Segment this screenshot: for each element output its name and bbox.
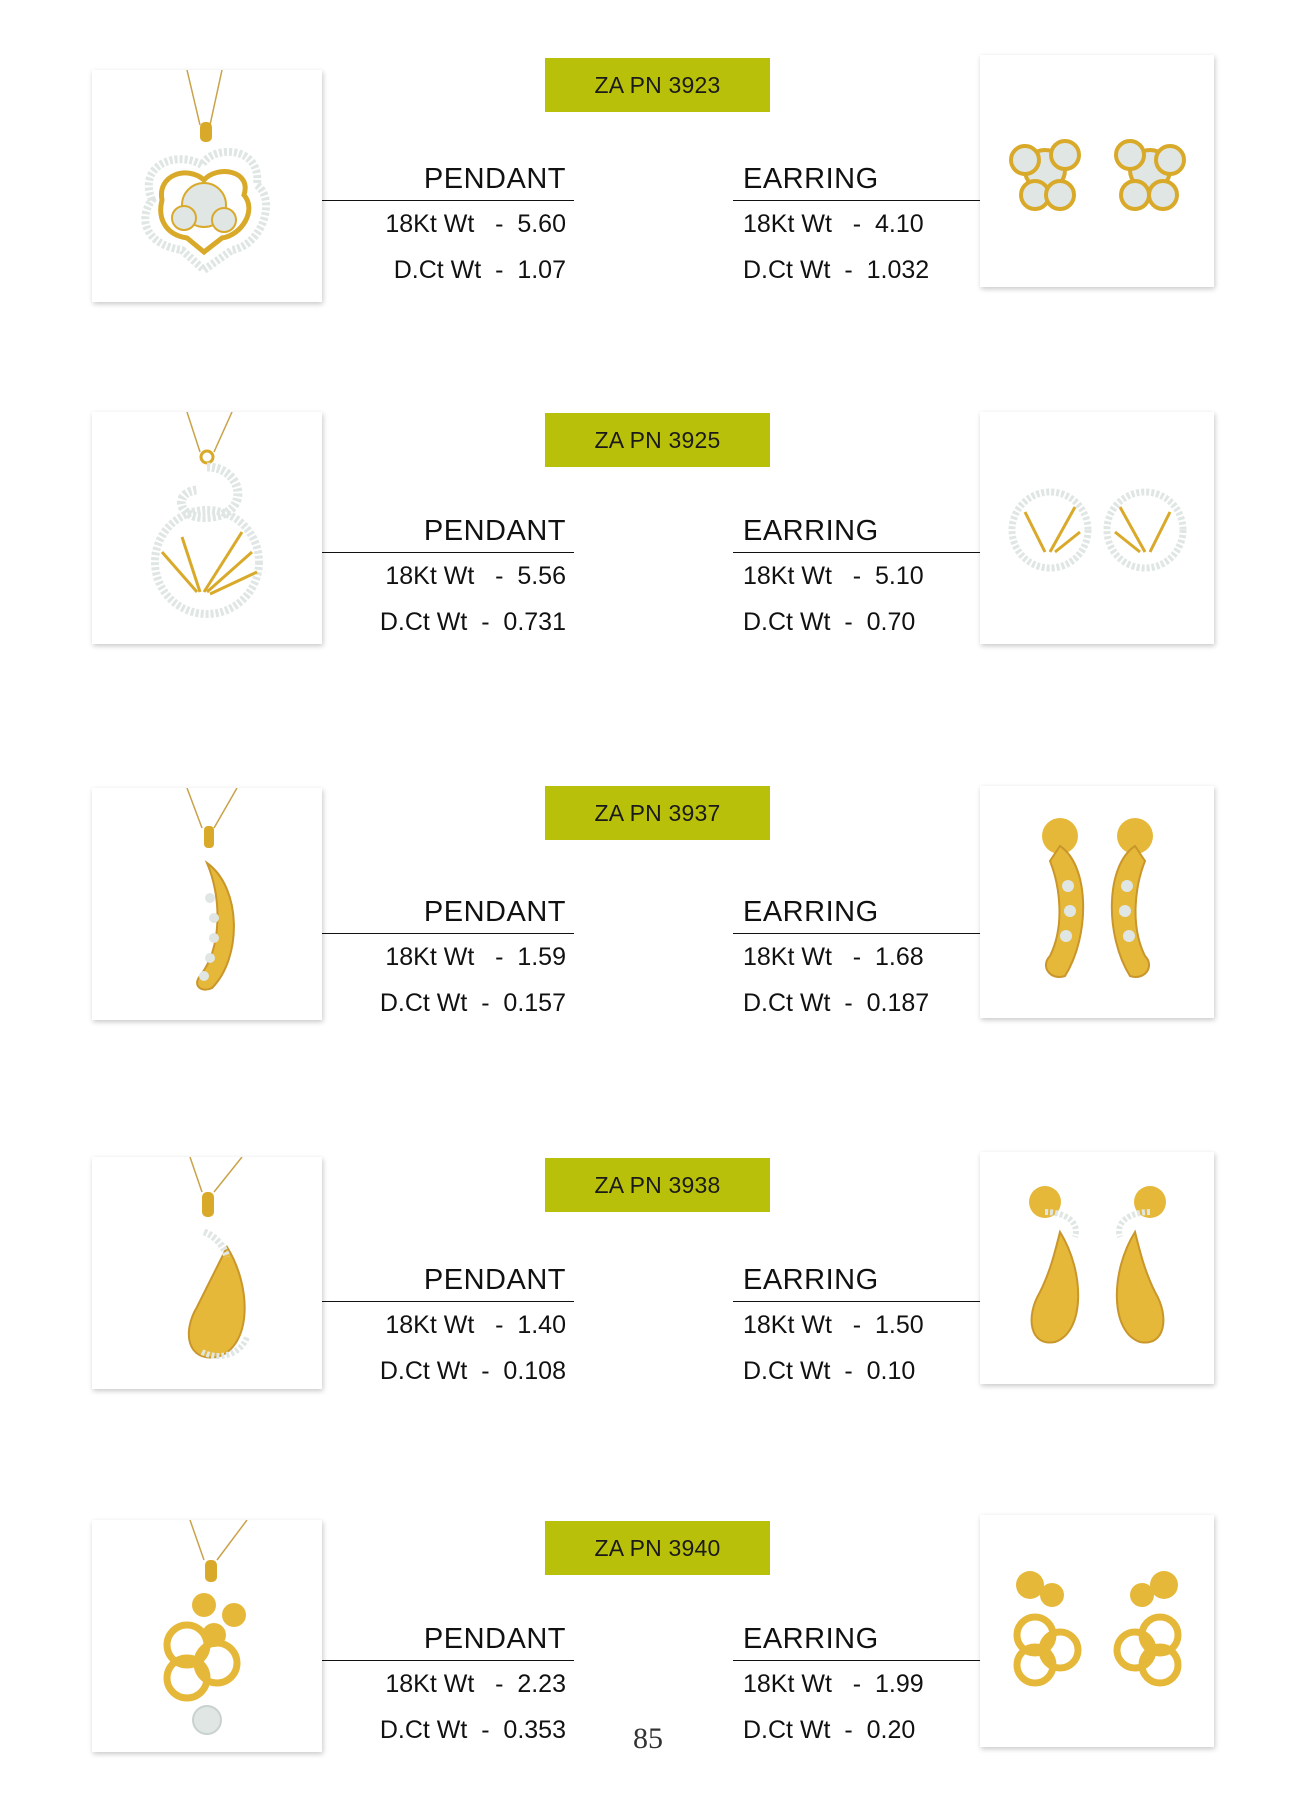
pendant-image (92, 1520, 322, 1752)
earring-title: EARRING (743, 163, 879, 195)
pendant-title: PENDANT (423, 896, 566, 928)
gold-weight: 18Kt Wt - 4.10 (743, 210, 924, 238)
paisley-earrings-icon (980, 1152, 1214, 1384)
diamond-weight: D.Ct Wt - 0.187 (743, 989, 930, 1017)
swan-pendant-icon (92, 412, 322, 644)
earring-image (980, 786, 1214, 1018)
page-number: 85 (633, 1722, 663, 1755)
gold-weight: 18Kt Wt - 1.40 (385, 1311, 566, 1339)
diamond-weight: D.Ct Wt - 1.032 (743, 256, 930, 284)
paisley-pendant-icon (92, 1157, 322, 1389)
diamond-weight: D.Ct Wt - 0.70 (743, 608, 916, 636)
product-code-badge: ZA PN 3925 (545, 413, 770, 467)
curved-bar-pendant-icon (92, 788, 322, 1020)
earring-title: EARRING (743, 896, 879, 928)
diamond-weight: D.Ct Wt - 1.07 (393, 256, 566, 284)
pendant-spec (322, 1261, 574, 1394)
earring-spec (733, 893, 985, 1026)
earring-title: EARRING (743, 515, 879, 547)
gold-weight: 18Kt Wt - 5.10 (743, 562, 924, 590)
earring-title: EARRING (743, 1623, 879, 1655)
diamond-weight: D.Ct Wt - 0.10 (743, 1357, 916, 1385)
pendant-image (92, 1157, 322, 1389)
diamond-weight: D.Ct Wt - 0.157 (379, 989, 566, 1017)
earring-title: EARRING (743, 1264, 879, 1296)
earring-spec (733, 1261, 985, 1394)
bubble-pendant-icon (92, 1520, 322, 1752)
product-code-badge: ZA PN 3937 (545, 786, 770, 840)
pendant-title: PENDANT (423, 1264, 566, 1296)
pendant-image (92, 412, 322, 644)
gold-weight: 18Kt Wt - 2.23 (385, 1670, 566, 1698)
diamond-weight: D.Ct Wt - 0.20 (743, 1716, 916, 1744)
curved-bar-earrings-icon (980, 786, 1214, 1018)
pendant-image (92, 788, 322, 1020)
pendant-spec (322, 1620, 574, 1753)
earring-spec (733, 1620, 985, 1753)
pendant-spec (322, 512, 574, 645)
bubble-earrings-icon (980, 1515, 1214, 1747)
diamond-weight: D.Ct Wt - 0.353 (379, 1716, 566, 1744)
gold-weight: 18Kt Wt - 1.59 (385, 943, 566, 971)
diamond-weight: D.Ct Wt - 0.731 (379, 608, 566, 636)
product-code-badge: ZA PN 3940 (545, 1521, 770, 1575)
earring-spec (733, 512, 985, 645)
pendant-title: PENDANT (423, 163, 566, 195)
earring-image (980, 1515, 1214, 1747)
gold-weight: 18Kt Wt - 1.68 (743, 943, 924, 971)
product-code-badge: ZA PN 3923 (545, 58, 770, 112)
gold-weight: 18Kt Wt - 1.50 (743, 1311, 924, 1339)
gold-weight: 18Kt Wt - 5.60 (385, 210, 566, 238)
earring-image (980, 1152, 1214, 1384)
diamond-weight: D.Ct Wt - 0.108 (379, 1357, 566, 1385)
product-code-badge: ZA PN 3938 (545, 1158, 770, 1212)
gold-weight: 18Kt Wt - 5.56 (385, 562, 566, 590)
pendant-title: PENDANT (423, 1623, 566, 1655)
pendant-title: PENDANT (423, 515, 566, 547)
crescent-earrings-icon (980, 412, 1214, 644)
gold-weight: 18Kt Wt - 1.99 (743, 1670, 924, 1698)
pendant-spec (322, 893, 574, 1026)
earring-image (980, 412, 1214, 644)
